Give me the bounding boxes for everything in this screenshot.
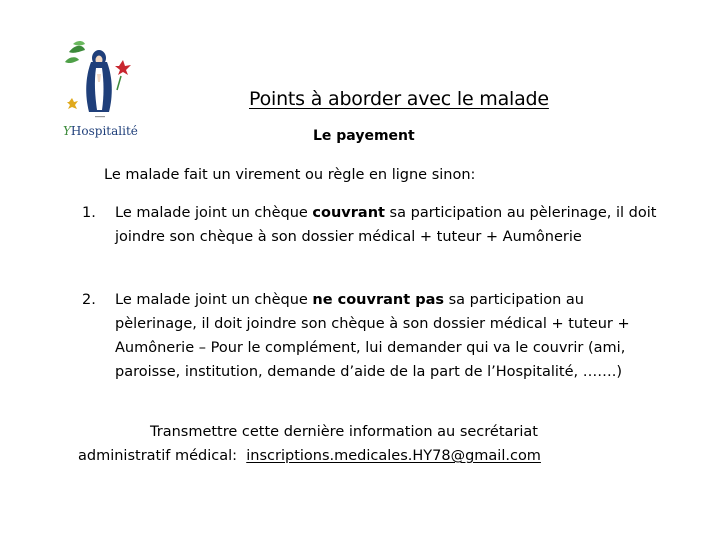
page-subtitle: Le payement (313, 128, 415, 144)
list-item-text-after: sa participation au pèlerinage, il doit joindre son chèque à son dossier médical + tuteur + Aumônerie (115, 205, 657, 245)
hospitalite-logo (55, 38, 147, 156)
logo-name: Hospitalité (70, 124, 138, 138)
closing-line-1: Transmettre cette dernière information au secrétariat (150, 424, 538, 440)
list-item-emphasis: ne couvrant pas (312, 292, 444, 308)
list-item-text-before: Le malade joint un chèque (115, 205, 313, 221)
email-link[interactable]: inscriptions.medicales.HY78@gmail.com (246, 448, 541, 464)
intro-text: Le malade fait un virement ou règle en ligne sinon: (104, 167, 476, 183)
list-item-text-before: Le malade joint un chèque (115, 292, 313, 308)
closing-line-2 (78, 444, 678, 468)
list-item-body (115, 201, 665, 249)
list-item-text-after: sa participation au pèlerinage, il doit joindre son chèque à son dossier médical + tuteur + Aumônerie – Pour le complément, lui demander qui va le couvrir (ami, paroisse, institution, demande d’aide de la part de l’Hospitalité, …….) (115, 292, 630, 380)
list-item (82, 288, 672, 408)
list-item-number: 1. (82, 205, 96, 221)
madonna-logo-icon (55, 38, 147, 124)
list-item-number: 2. (82, 292, 96, 308)
closing-line-2-prefix: administratif médical: (78, 448, 247, 464)
logo-prefix: Y (63, 124, 71, 138)
list-item (82, 201, 672, 275)
list-item-emphasis: couvrant (312, 205, 385, 221)
logo-wordmark (63, 124, 138, 138)
page-title: Points à aborder avec le malade (249, 88, 549, 110)
list-item-body (115, 288, 665, 384)
closing-note (78, 420, 678, 468)
